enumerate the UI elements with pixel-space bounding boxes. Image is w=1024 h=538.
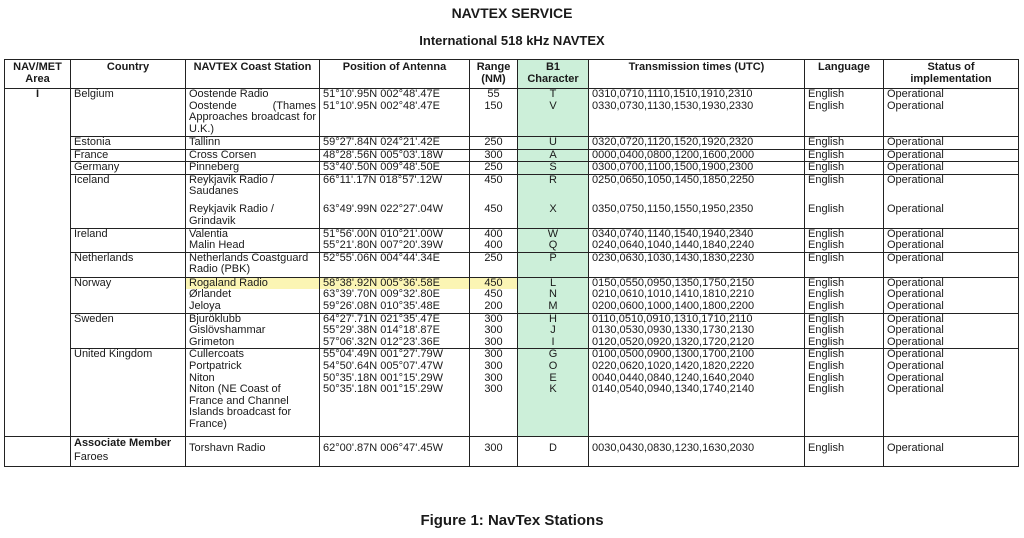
position-cell: 51°56'.00N 010°21'.00W bbox=[320, 228, 470, 240]
language-cell: English bbox=[805, 198, 884, 228]
status-cell: Operational bbox=[884, 361, 1019, 373]
range-cell: 55 bbox=[470, 89, 518, 101]
position-cell: 51°10'.95N 002°48'.47E bbox=[320, 89, 470, 101]
range-cell: 300 bbox=[470, 361, 518, 373]
b1-cell: K bbox=[518, 384, 589, 436]
table-row bbox=[5, 384, 1019, 436]
b1-cell: G bbox=[518, 349, 589, 361]
country-cell bbox=[71, 198, 186, 228]
table-row bbox=[5, 277, 1019, 289]
station-cell: Oostende Radio bbox=[186, 89, 320, 101]
position-cell: 58°38'.92N 005°36'.58E bbox=[320, 277, 470, 289]
doc-subtitle: International 518 kHz NAVTEX bbox=[419, 33, 605, 48]
range-cell: 300 bbox=[470, 325, 518, 337]
times-cell: 0000,0400,0800,1200,1600,2000 bbox=[589, 149, 805, 162]
station-cell: Pinneberg bbox=[186, 162, 320, 175]
times-cell: 0310,0710,1110,1510,1910,2310 bbox=[589, 89, 805, 101]
b1-cell: Q bbox=[518, 240, 589, 252]
position-cell: 63°39'.70N 009°32'.80E bbox=[320, 289, 470, 301]
b1-cell: W bbox=[518, 228, 589, 240]
times-cell: 0030,0430,0830,1230,1630,2030 bbox=[589, 436, 805, 466]
language-cell: English bbox=[805, 337, 884, 349]
table-row bbox=[5, 174, 1019, 198]
navtex-table bbox=[4, 59, 1019, 467]
b1-cell: E bbox=[518, 373, 589, 385]
language-cell: English bbox=[805, 101, 884, 137]
b1-cell: H bbox=[518, 313, 589, 325]
position-cell: 66°11'.17N 018°57'.12W bbox=[320, 174, 470, 198]
station-cell: Netherlands Coastguard Radio (PBK) bbox=[186, 252, 320, 277]
times-cell: 0240,0640,1040,1440,1840,2240 bbox=[589, 240, 805, 252]
status-cell: Operational bbox=[884, 436, 1019, 466]
range-cell: 250 bbox=[470, 137, 518, 150]
header-b1: B1 Character bbox=[518, 60, 589, 89]
b1-cell: P bbox=[518, 252, 589, 277]
language-cell: English bbox=[805, 384, 884, 436]
language-cell: English bbox=[805, 436, 884, 466]
country-cell bbox=[71, 325, 186, 337]
status-cell: Operational bbox=[884, 277, 1019, 289]
area-cell: I bbox=[5, 89, 71, 437]
station-cell: Reykjavik Radio / Grindavik bbox=[186, 198, 320, 228]
table-row bbox=[5, 252, 1019, 277]
b1-cell: D bbox=[518, 436, 589, 466]
country-cell bbox=[71, 101, 186, 137]
b1-cell: X bbox=[518, 198, 589, 228]
station-cell: Niton (NE Coast of France and Channel Islands broadcast for France) bbox=[186, 384, 320, 436]
figure-caption: Figure 1: NavTex Stations bbox=[420, 512, 604, 529]
table-row bbox=[5, 198, 1019, 228]
position-cell: 55°29'.38N 014°18'.87E bbox=[320, 325, 470, 337]
table-row-associate bbox=[5, 436, 1019, 466]
times-cell: 0220,0620,1020,1420,1820,2220 bbox=[589, 361, 805, 373]
language-cell: English bbox=[805, 277, 884, 289]
station-cell: Portpatrick bbox=[186, 361, 320, 373]
station-cell: Bjuröklubb bbox=[186, 313, 320, 325]
status-cell: Operational bbox=[884, 373, 1019, 385]
position-cell: 64°27'.71N 021°35'.47E bbox=[320, 313, 470, 325]
b1-cell: M bbox=[518, 301, 589, 313]
station-cell: Malin Head bbox=[186, 240, 320, 252]
b1-cell: O bbox=[518, 361, 589, 373]
station-cell: Tallinn bbox=[186, 137, 320, 150]
position-cell: 57°06'.32N 012°23'.36E bbox=[320, 337, 470, 349]
b1-cell: U bbox=[518, 137, 589, 150]
country-cell bbox=[71, 384, 186, 436]
table-row bbox=[5, 301, 1019, 313]
range-cell: 300 bbox=[470, 436, 518, 466]
station-cell: Valentia bbox=[186, 228, 320, 240]
range-cell: 300 bbox=[470, 337, 518, 349]
status-cell: Operational bbox=[884, 101, 1019, 137]
language-cell: English bbox=[805, 313, 884, 325]
header-area: NAV/MET Area bbox=[5, 60, 71, 89]
range-cell: 300 bbox=[470, 384, 518, 436]
b1-cell: L bbox=[518, 277, 589, 289]
station-cell: Niton bbox=[186, 373, 320, 385]
range-cell: 200 bbox=[470, 301, 518, 313]
b1-cell: V bbox=[518, 101, 589, 137]
range-cell: 300 bbox=[470, 149, 518, 162]
country-cell: Germany bbox=[71, 162, 186, 175]
country-cell: France bbox=[71, 149, 186, 162]
station-cell: Grimeton bbox=[186, 337, 320, 349]
times-cell: 0140,0540,0940,1340,1740,2140 bbox=[589, 384, 805, 436]
status-cell: Operational bbox=[884, 349, 1019, 361]
status-cell: Operational bbox=[884, 137, 1019, 150]
b1-cell: S bbox=[518, 162, 589, 175]
position-cell: 62°00'.87N 006°47'.45W bbox=[320, 436, 470, 466]
position-cell: 53°40'.50N 009°48'.50E bbox=[320, 162, 470, 175]
language-cell: English bbox=[805, 325, 884, 337]
range-cell: 300 bbox=[470, 349, 518, 361]
language-cell: English bbox=[805, 162, 884, 175]
country-cell bbox=[71, 373, 186, 385]
times-cell: 0230,0630,1030,1430,1830,2230 bbox=[589, 252, 805, 277]
status-cell: Operational bbox=[884, 174, 1019, 198]
language-cell: English bbox=[805, 301, 884, 313]
times-cell: 0350,0750,1150,1550,1950,2350 bbox=[589, 198, 805, 228]
times-cell: 0100,0500,0900,1300,1700,2100 bbox=[589, 349, 805, 361]
status-cell: Operational bbox=[884, 337, 1019, 349]
position-cell: 48°28'.56N 005°03'.18W bbox=[320, 149, 470, 162]
language-cell: English bbox=[805, 289, 884, 301]
position-cell: 63°49'.99N 022°27'.04W bbox=[320, 198, 470, 228]
b1-cell: A bbox=[518, 149, 589, 162]
position-cell: 59°26'.08N 010°35'.48E bbox=[320, 301, 470, 313]
header-station: NAVTEX Coast Station bbox=[186, 60, 320, 89]
position-cell: 59°27'.84N 024°21'.42E bbox=[320, 137, 470, 150]
table-row bbox=[5, 337, 1019, 349]
station-cell: Jeloya bbox=[186, 301, 320, 313]
country-cell: Netherlands bbox=[71, 252, 186, 277]
range-cell: 450 bbox=[470, 174, 518, 198]
status-cell: Operational bbox=[884, 384, 1019, 436]
b1-cell: I bbox=[518, 337, 589, 349]
b1-cell: T bbox=[518, 89, 589, 101]
table-row bbox=[5, 137, 1019, 150]
country-cell: Belgium bbox=[71, 89, 186, 101]
associate-label: Associate Member bbox=[74, 436, 172, 449]
station-cell: Cross Corsen bbox=[186, 149, 320, 162]
position-cell: 54°50'.64N 005°07'.47W bbox=[320, 361, 470, 373]
area-cell-empty bbox=[5, 436, 71, 466]
header-times: Transmission times (UTC) bbox=[589, 60, 805, 89]
status-cell: Operational bbox=[884, 198, 1019, 228]
position-cell: 55°04'.49N 001°27'.79W bbox=[320, 349, 470, 361]
table-row bbox=[5, 101, 1019, 137]
country-cell: Iceland bbox=[71, 174, 186, 198]
range-cell: 400 bbox=[470, 228, 518, 240]
language-cell: English bbox=[805, 361, 884, 373]
language-cell: English bbox=[805, 252, 884, 277]
status-cell: Operational bbox=[884, 228, 1019, 240]
times-cell: 0040,0440,0840,1240,1640,2040 bbox=[589, 373, 805, 385]
language-cell: English bbox=[805, 137, 884, 150]
station-cell: Oostende (Thames Approaches broadcast for U.K.) bbox=[186, 101, 320, 137]
status-cell: Operational bbox=[884, 313, 1019, 325]
table-row bbox=[5, 325, 1019, 337]
times-cell: 0320,0720,1120,1520,1920,2320 bbox=[589, 137, 805, 150]
associate-country: Faroes bbox=[74, 451, 109, 464]
language-cell: English bbox=[805, 373, 884, 385]
times-cell: 0330,0730,1130,1530,1930,2330 bbox=[589, 101, 805, 137]
status-cell: Operational bbox=[884, 289, 1019, 301]
range-cell: 250 bbox=[470, 252, 518, 277]
position-cell: 50°35'.18N 001°15'.29W bbox=[320, 373, 470, 385]
language-cell: English bbox=[805, 149, 884, 162]
range-cell: 300 bbox=[470, 313, 518, 325]
position-cell: 50°35'.18N 001°15'.29W bbox=[320, 384, 470, 436]
status-cell: Operational bbox=[884, 162, 1019, 175]
language-cell: English bbox=[805, 174, 884, 198]
country-cell bbox=[71, 240, 186, 252]
position-cell: 55°21'.80N 007°20'.39W bbox=[320, 240, 470, 252]
status-cell: Operational bbox=[884, 325, 1019, 337]
table-row bbox=[5, 313, 1019, 325]
country-cell bbox=[71, 337, 186, 349]
table-row bbox=[5, 89, 1019, 101]
range-cell: 300 bbox=[470, 373, 518, 385]
b1-cell: N bbox=[518, 289, 589, 301]
doc-title: NAVTEX SERVICE bbox=[451, 5, 573, 21]
status-cell: Operational bbox=[884, 301, 1019, 313]
times-cell: 0150,0550,0950,1350,1750,2150 bbox=[589, 277, 805, 289]
country-cell bbox=[71, 289, 186, 301]
language-cell: English bbox=[805, 89, 884, 101]
header-language: Language bbox=[805, 60, 884, 89]
country-cell: Estonia bbox=[71, 137, 186, 150]
country-cell bbox=[71, 436, 186, 466]
table-row bbox=[5, 149, 1019, 162]
country-cell: United Kingdom bbox=[71, 349, 186, 361]
table-row bbox=[5, 373, 1019, 385]
station-cell: Cullercoats bbox=[186, 349, 320, 361]
times-cell: 0200,0600,1000,1400,1800,2200 bbox=[589, 301, 805, 313]
range-cell: 150 bbox=[470, 101, 518, 137]
country-cell: Norway bbox=[71, 277, 186, 289]
table-row bbox=[5, 349, 1019, 361]
station-cell: Ørlandet bbox=[186, 289, 320, 301]
times-cell: 0120,0520,0920,1320,1720,2120 bbox=[589, 337, 805, 349]
times-cell: 0210,0610,1010,1410,1810,2210 bbox=[589, 289, 805, 301]
table-row bbox=[5, 240, 1019, 252]
table-row bbox=[5, 228, 1019, 240]
station-cell: Torshavn Radio bbox=[186, 436, 320, 466]
range-cell: 450 bbox=[470, 277, 518, 289]
times-cell: 0130,0530,0930,1330,1730,2130 bbox=[589, 325, 805, 337]
range-cell: 400 bbox=[470, 240, 518, 252]
status-cell: Operational bbox=[884, 240, 1019, 252]
station-cell: Gislövshammar bbox=[186, 325, 320, 337]
b1-cell: J bbox=[518, 325, 589, 337]
header-country: Country bbox=[71, 60, 186, 89]
range-cell: 450 bbox=[470, 289, 518, 301]
country-cell: Sweden bbox=[71, 313, 186, 325]
station-cell: Rogaland Radio bbox=[186, 277, 320, 289]
country-cell bbox=[71, 361, 186, 373]
position-cell: 52°55'.06N 004°44'.34E bbox=[320, 252, 470, 277]
range-cell: 250 bbox=[470, 162, 518, 175]
station-cell: Reykjavik Radio / Saudanes bbox=[186, 174, 320, 198]
header-position: Position of Antenna bbox=[320, 60, 470, 89]
table-row bbox=[5, 289, 1019, 301]
b1-cell: R bbox=[518, 174, 589, 198]
times-cell: 0340,0740,1140,1540,1940,2340 bbox=[589, 228, 805, 240]
range-cell: 450 bbox=[470, 198, 518, 228]
times-cell: 0300,0700,1100,1500,1900,2300 bbox=[589, 162, 805, 175]
country-cell bbox=[71, 301, 186, 313]
times-cell: 0250,0650,1050,1450,1850,2250 bbox=[589, 174, 805, 198]
times-cell: 0110,0510,0910,1310,1710,2110 bbox=[589, 313, 805, 325]
position-cell: 51°10'.95N 002°48'.47E bbox=[320, 101, 470, 137]
header-range: Range (NM) bbox=[470, 60, 518, 89]
language-cell: English bbox=[805, 349, 884, 361]
header-status: Status of implementation bbox=[884, 60, 1019, 89]
table-row bbox=[5, 361, 1019, 373]
header-row bbox=[5, 60, 1019, 89]
status-cell: Operational bbox=[884, 252, 1019, 277]
status-cell: Operational bbox=[884, 149, 1019, 162]
language-cell: English bbox=[805, 228, 884, 240]
table-row bbox=[5, 162, 1019, 175]
status-cell: Operational bbox=[884, 89, 1019, 101]
language-cell: English bbox=[805, 240, 884, 252]
country-cell: Ireland bbox=[71, 228, 186, 240]
